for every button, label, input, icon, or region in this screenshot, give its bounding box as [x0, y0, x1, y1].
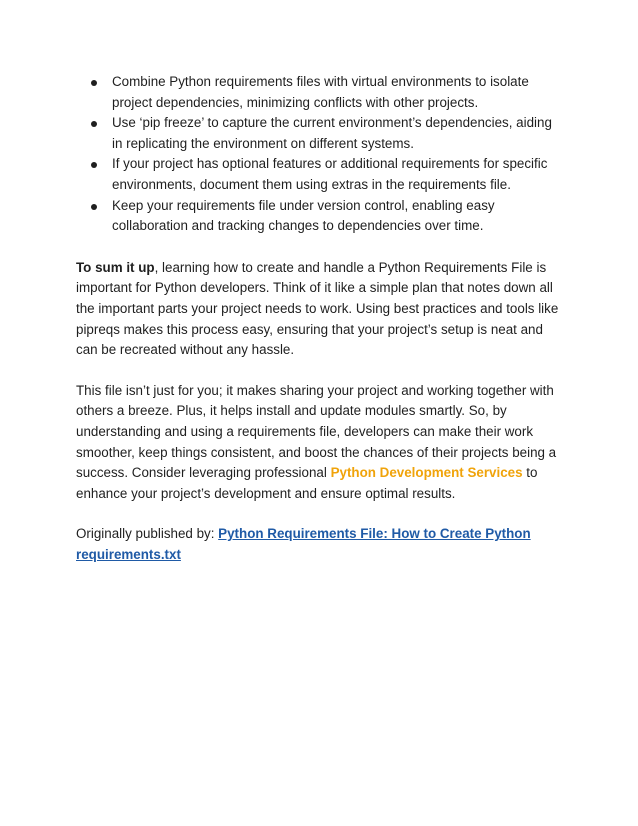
list-item-text: Keep your requirements file under version control, enabling easy collaboration and tracking changes to dependencies over time.	[112, 197, 495, 234]
list-item	[76, 154, 566, 195]
best-practices-list	[76, 72, 566, 237]
list-item	[76, 113, 566, 154]
bullet-icon	[91, 121, 97, 127]
list-item	[76, 196, 566, 237]
summary-lead: To sum it up	[76, 259, 155, 275]
source-link[interactable]: Python Requirements File: How to Create Python requirements.txt	[76, 526, 531, 562]
list-item-text: Combine Python requirements files with virtual environments to isolate project dependencies, minimizing conflicts with other projects.	[112, 74, 529, 110]
summary-paragraph	[76, 258, 566, 361]
summary-text: , learning how to create and handle a Python Requirements File is important for Python developers. Think of it like a simple plan that notes down all the important parts your project needs to work. Using best practices and tools like pipreqs makes this process easy, ensuring that your project’s setup is neat and can be recreated without any hassle.	[76, 259, 559, 358]
sharing-paragraph	[76, 381, 566, 505]
bullet-icon	[91, 162, 97, 168]
services-highlight: Python Development Services	[330, 465, 523, 481]
sharing-text-after: to enhance your project’s development and ensure optimal results.	[76, 465, 538, 501]
source-prefix: Originally published by:	[76, 526, 219, 542]
bullet-icon	[91, 204, 97, 210]
list-item	[76, 72, 566, 113]
list-item-text: Use ‘pip freeze’ to capture the current environment’s dependencies, aiding in replicating the environment on different systems.	[112, 115, 552, 151]
source-paragraph	[76, 524, 566, 565]
sharing-text-before: This file isn’t just for you; it makes sharing your project and working together with others a breeze. Plus, it helps install and update modules smartly. So, by understanding and using a requirements file, developers can make their work smoother, keep things consistent, and boost the chances of their projects being a success. Consider leveraging professional	[76, 382, 557, 481]
list-item-text: If your project has optional features or additional requirements for specific environments, document them using extras in the requirements file.	[112, 156, 548, 192]
bullet-icon	[91, 80, 97, 86]
